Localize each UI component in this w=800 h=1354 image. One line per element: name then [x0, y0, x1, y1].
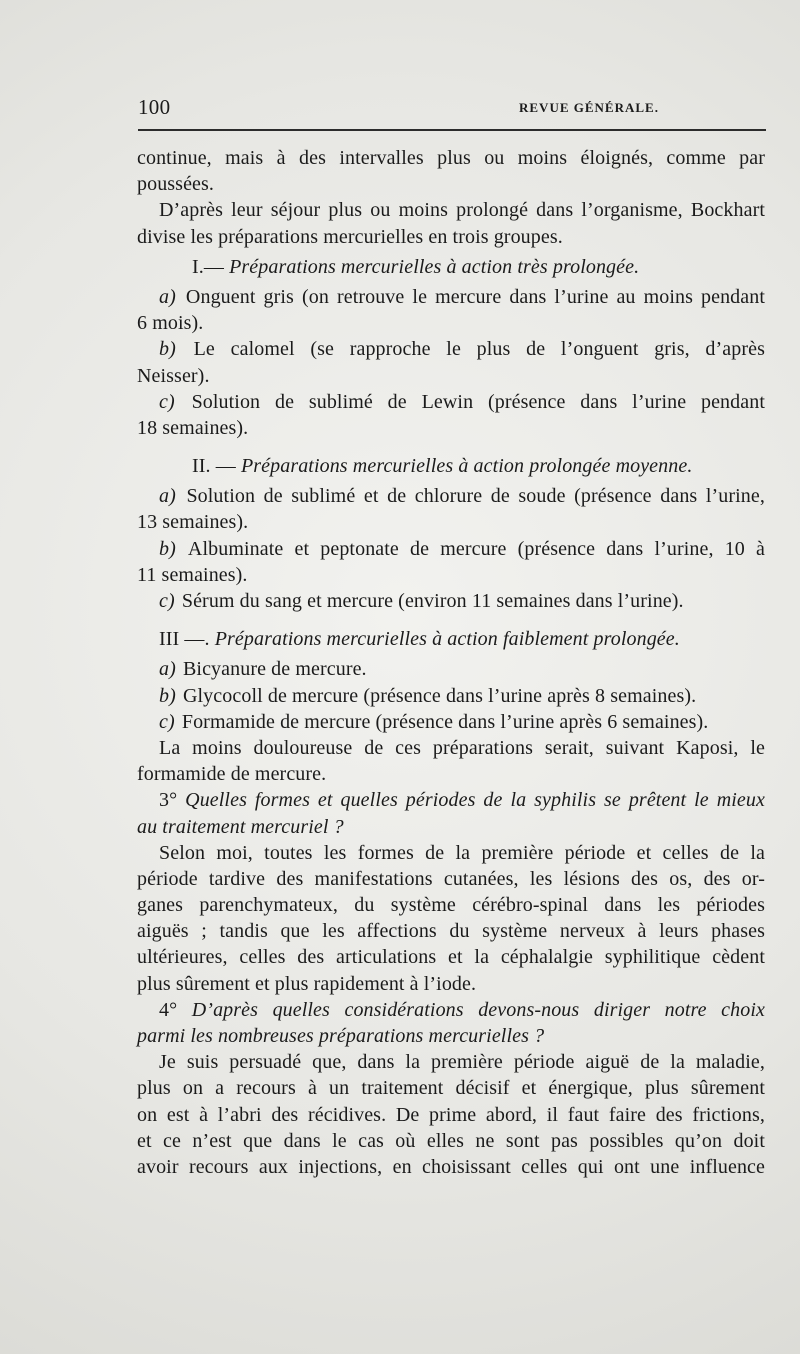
text-line: La moins douloureuse de ces préparations serait, suivant Kaposi, le — [159, 736, 765, 759]
item-label: c) — [159, 390, 175, 413]
question-continuation: parmi les nombreuses préparations mercurielles ? — [137, 1025, 545, 1047]
item-text: Sérum du sang et mercure (environ 11 semaines dans l’urine). — [181, 590, 684, 612]
question-continuation: au traitement mercuriel ? — [137, 815, 344, 838]
text-line: ultérieures, celles des articulations et la céphalalgie syphilitique cèdent — [137, 946, 765, 969]
page-header — [138, 95, 764, 119]
list-item — [137, 709, 765, 735]
text-line: divise les préparations mercurielles en trois groupes. — [137, 225, 563, 248]
item-label: b) — [159, 684, 176, 707]
spacer — [137, 441, 765, 453]
text-line: on est à l’abri des récidives. De prime abord, il faut faire des frictions, — [137, 1103, 765, 1126]
text-line: plus sûrement et plus rapidement à l’iode. — [137, 972, 477, 995]
item-label: a) — [159, 285, 176, 308]
text-line: et ce n’est que dans le cas où elles ne sont pas possibles qu’on doit — [137, 1129, 765, 1152]
group-heading — [137, 626, 765, 652]
item-text: Onguent gris (on retrouve le mercure dans l’urine au moins pendant — [185, 285, 766, 308]
group-title: Préparations mercurielles à action faiblement prolongée. — [214, 628, 680, 651]
page-number: 100 — [138, 95, 171, 119]
text-line: continue, mais à des intervalles plus ou moins éloignés, comme par — [137, 147, 765, 169]
item-label: c) — [159, 590, 175, 612]
text-line: période tardive des manifestations cutanées, les lésions des os, des or- — [137, 867, 765, 890]
item-text: Glycocoll de mercure (présence dans l’urine après 8 semaines). — [182, 684, 697, 707]
text-line: 6 mois). — [137, 312, 204, 335]
item-label: b) — [159, 537, 176, 560]
item-text: Bicyanure de mercure. — [182, 658, 367, 681]
list-item — [137, 536, 765, 562]
question-number: 3° — [159, 789, 178, 812]
question-text: Quelles formes et quelles périodes de la syphilis se prêtent le mieux — [185, 789, 765, 812]
text-line: poussées. — [137, 173, 215, 196]
group-title: Préparations mercurielles à action prolongée moyenne. — [240, 455, 693, 478]
group-title: Préparations mercurielles à action très prolongée. — [229, 255, 640, 278]
group-heading — [137, 254, 765, 280]
list-item — [137, 284, 765, 310]
text-line: Je suis persuadé que, dans la première période aiguë de la maladie, — [159, 1051, 765, 1074]
item-text: Formamide de mercure (présence dans l’urine après 6 semaines). — [181, 710, 709, 733]
text-line: 18 semaines). — [137, 416, 249, 439]
spacer — [137, 614, 765, 626]
group-number: I.— — [192, 255, 224, 278]
text-line: avoir recours aux injections, en choisissant celles qui ont une influence — [137, 1155, 765, 1178]
text-line: plus on a recours à un traitement décisif et énergique, plus sûrement — [137, 1077, 765, 1100]
item-text: Albuminate et peptonate de mercure (présence dans l’urine, 10 à — [187, 537, 766, 560]
item-text: Solution de sublimé de Lewin (présence dans l’urine pendant — [191, 390, 765, 413]
question-heading — [137, 787, 765, 813]
question-heading — [137, 997, 765, 1023]
text-line: formamide de mercure. — [137, 763, 327, 786]
item-label: a) — [159, 485, 176, 508]
list-item — [137, 483, 765, 509]
item-text: Solution de sublimé et de chlorure de soude (présence dans l’urine, — [186, 485, 765, 508]
item-label: a) — [159, 658, 176, 681]
item-label: c) — [159, 710, 175, 733]
group-number: II. — — [192, 455, 236, 478]
list-item — [137, 683, 765, 709]
text-line: Selon moi, toutes les formes de la première période et celles de la — [159, 841, 765, 864]
item-text: Le calomel (se rapproche le plus de l’onguent gris, d’après — [193, 338, 765, 361]
item-label: b) — [159, 338, 176, 361]
group-heading — [137, 453, 765, 479]
text-line: 13 semaines). — [137, 511, 249, 534]
header-rule — [138, 129, 766, 131]
body-text — [137, 145, 765, 1180]
list-item — [137, 656, 765, 682]
text-line: D’après leur séjour plus ou moins prolongé dans l’organisme, Bockhart — [159, 199, 765, 222]
question-number: 4° — [159, 998, 178, 1021]
running-head: REVUE GÉNÉRALE. — [519, 100, 659, 115]
text-line: 11 semaines). — [137, 563, 248, 586]
list-item — [137, 336, 765, 362]
text-line: aiguës ; tandis que les affections du système nerveux à leurs phases — [137, 920, 765, 943]
group-number: III —. — [159, 628, 210, 651]
list-item — [137, 588, 765, 614]
list-item — [137, 389, 765, 415]
text-line: ganes parenchymateux, du système cérébro-spinal dans les périodes — [137, 894, 765, 917]
question-text: D’après quelles considérations devons-nous diriger notre choix — [191, 998, 765, 1021]
text-line: Neisser). — [137, 364, 210, 387]
